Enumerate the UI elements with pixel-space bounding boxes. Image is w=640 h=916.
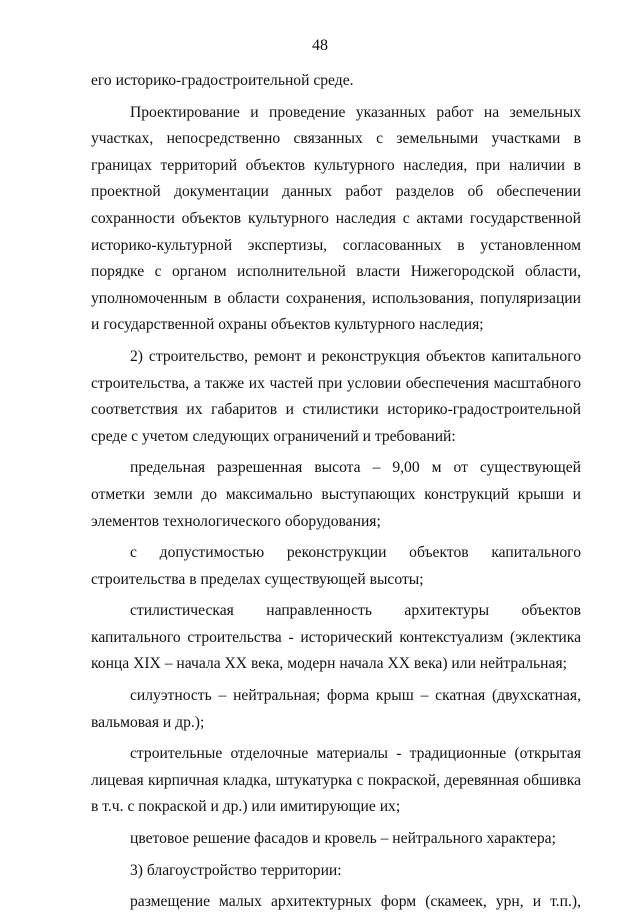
paragraph-small-forms: размещение малых архитектурных форм (скамеек, урн, и т.п.), [130,893,581,911]
paragraph-finishing-materials: строительные отделочные материалы - традиционные (открытая лицевая кирпичная кладка, штукатурка с покраской, деревянная обшивка в т.ч. с покраской и др.) или имитирующие их; [91,745,581,816]
paragraph-silhouette: силуэтность – нейтральная; форма крыш – скатная (двухскатная, вальмовая и др.); [91,687,581,731]
paragraph-item-3-landscaping: 3) благоустройство территории: [130,861,342,879]
document-body [91,68,581,916]
paragraph-item-2-construction: 2) строительство, ремонт и реконструкция объектов капитального строительства, а также их частей при условии обеспечения масштабного соответствия их габаритов и стилистики историко-градостроительной среде с учетом следующих ограничений и требований: [91,347,581,445]
paragraph-height-limit: предельная разрешенная высота – 9,00 м от существующей отметки земли до максимально выступающих конструкций крыши и элементов технологического оборудования; [91,459,581,530]
paragraph-architectural-style: стилистическая направленность архитектуры объектов капитального строительства - исторический контекстуализм (эклектика конца XIX – начала XX века, модерн начала XX века) или нейтральная; [91,602,581,673]
page-number: 48 [312,37,328,54]
paragraph-design-works: Проектирование и проведение указанных работ на земельных участках, непосредственно связанных с земельными участками в границах территорий объектов культурного наследия, при наличии в проектной документации данных работ разделов об обеспечении сохранности объектов культурного наследия с актами государственной историко-культурной экспертизы, согласованных в установленном порядке с органом исполнительной власти Нижегородской области, уполномоченным в области сохранения, использования, популяризации и государственной охраны объектов культурного наследия; [91,103,581,334]
paragraph-color-scheme: цветовое решение фасадов и кровель – нейтрального характера; [130,830,556,848]
paragraph-reconstruction: с допустимостью реконструкции объектов капитального строительства в пределах существующей высоты; [91,544,581,588]
paragraph-continuation: его историко-градостроительной среде. [91,72,354,89]
